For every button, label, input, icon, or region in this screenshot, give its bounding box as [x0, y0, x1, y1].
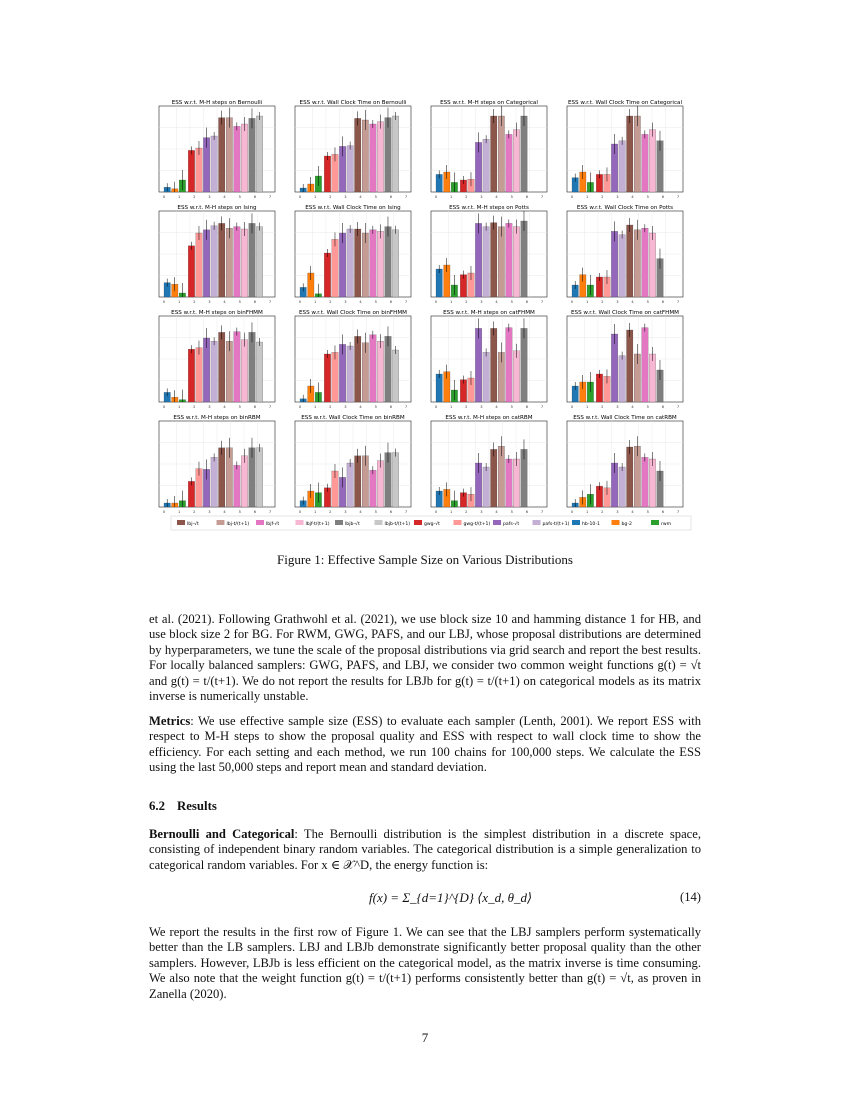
x-tick-label: 3 [616, 405, 619, 409]
x-tick-label: 3 [480, 510, 483, 514]
x-tick-label: 2 [601, 510, 604, 514]
x-tick-label: 3 [208, 405, 211, 409]
panel-title: ESS w.r.t. Wall Clock Time on binFHMM [299, 310, 407, 316]
bar [513, 130, 519, 192]
x-tick-label: 7 [404, 405, 408, 409]
x-tick-label: 2 [465, 300, 468, 304]
x-tick-label: 6 [389, 510, 393, 514]
bar [234, 227, 240, 297]
bar [347, 463, 353, 507]
legend-label: lbjb-t/(t+1) [384, 522, 411, 527]
x-tick-label: 2 [601, 195, 604, 199]
bar [385, 118, 391, 192]
x-tick-label: 1 [177, 405, 181, 409]
x-tick-label: 1 [313, 195, 317, 199]
bar [611, 334, 617, 402]
x-tick-label: 4 [495, 195, 498, 199]
x-tick-label: 4 [495, 510, 498, 514]
page-number: 7 [421, 1030, 429, 1045]
bar [370, 124, 376, 192]
metrics-text: : We use effective sample size (ESS) to evaluate each sampler (Lenth, 2001). We report ESS with respect to M-H steps to show the proposal quality and ESS with respect to wall clock time to show the efficiency. For each setting and each method, we run 100 chains for 100,000 steps. We calculate the ESS using the last 50,000 steps and report mean and standard deviation. [149, 714, 701, 775]
x-tick-label: 0 [298, 300, 302, 304]
bar [256, 116, 262, 192]
bar [506, 223, 512, 297]
legend-label: lbjb-√t [345, 522, 360, 527]
x-tick-label: 0 [162, 510, 166, 514]
x-tick-label: 5 [238, 510, 241, 514]
paragraph-results: We report the results in the first row of Figure 1. We can see that the LBJ samplers perform systematically better than the LB samplers. LBJ and LBJb demonstrate significantly better proposal quality than the other samplers. However, LBJb is less efficient on the categorical model, as the matrix inverse is time consuming. We also note that the weight function g(t) = t/(t+1) performs consistently better than g(t) = √t, as proven in Zanella (2020). [149, 925, 701, 1001]
bernoulli-text: : The Bernoulli distribution is the simplest distribution in a discrete space, consisting of independent binary random variables. The categorical distribution is a simple generalization to categorical random variables. For x ∈ 𝒳^D, the energy function is: [149, 827, 701, 872]
x-tick-label: 3 [480, 195, 483, 199]
x-tick-label: 7 [268, 405, 272, 409]
bar [649, 459, 655, 507]
x-tick-label: 5 [374, 300, 377, 304]
x-tick-label: 1 [177, 300, 181, 304]
legend-swatch [177, 520, 185, 525]
x-tick-label: 6 [253, 195, 257, 199]
x-tick-label: 2 [601, 405, 604, 409]
x-tick-label: 3 [208, 195, 211, 199]
bar [513, 351, 519, 402]
x-tick-label: 7 [404, 195, 408, 199]
x-tick-label: 3 [344, 510, 347, 514]
bar [256, 448, 262, 507]
legend-label: rwm [661, 522, 672, 527]
x-tick-label: 2 [465, 510, 468, 514]
bar [649, 130, 655, 192]
bar [377, 341, 383, 402]
bar [241, 229, 247, 297]
x-tick-label: 2 [329, 405, 332, 409]
x-tick-label: 3 [616, 195, 619, 199]
x-tick-label: 1 [177, 195, 181, 199]
bar [370, 230, 376, 297]
bar [324, 253, 330, 297]
panel-title: ESS w.r.t. M-H steps on binFHMM [171, 310, 263, 316]
bar [234, 465, 240, 507]
x-tick-label: 4 [631, 405, 634, 409]
legend-label: lbj-t/(t+1) [226, 522, 250, 527]
panel-title: ESS w.r.t. M-H steps on Ising [177, 205, 257, 211]
x-tick-label: 1 [585, 510, 589, 514]
bar [188, 349, 194, 402]
x-tick-label: 2 [193, 300, 196, 304]
bar [332, 352, 338, 402]
bar [256, 227, 262, 297]
x-tick-label: 6 [389, 300, 393, 304]
x-tick-label: 6 [525, 510, 529, 514]
x-tick-label: 0 [434, 510, 438, 514]
x-tick-label: 4 [631, 300, 634, 304]
legend-swatch [533, 520, 541, 525]
bar [619, 235, 625, 297]
bar [234, 126, 240, 192]
panel-title: ESS w.r.t. Wall Clock Time on binRBM [301, 415, 405, 421]
figure-caption: Figure 1: Effective Sample Size on Various Distributions [277, 552, 573, 567]
legend-swatch [651, 520, 659, 525]
x-tick-label: 3 [480, 405, 483, 409]
bar [634, 230, 640, 297]
bar [249, 223, 255, 297]
bar [436, 374, 442, 402]
legend-label: lbjf-√t [266, 522, 280, 527]
legend-label: gwg-t/(t+1) [463, 522, 491, 527]
x-tick-label: 6 [253, 510, 257, 514]
bar [521, 116, 527, 192]
bar [355, 118, 361, 192]
metrics-heading: Metrics [149, 714, 191, 728]
bar [475, 328, 481, 402]
bar [332, 239, 338, 297]
bar [219, 448, 225, 507]
x-tick-label: 4 [359, 300, 362, 304]
bar [355, 229, 361, 297]
bar [377, 231, 383, 297]
panel-title: ESS w.r.t. M-H steps on Potts [449, 205, 529, 211]
bar [627, 447, 633, 507]
legend-swatch [217, 520, 225, 525]
bar [203, 230, 209, 297]
x-tick-label: 7 [540, 405, 544, 409]
bar [619, 356, 625, 402]
x-tick-label: 1 [585, 300, 589, 304]
x-tick-label: 1 [177, 510, 181, 514]
bar [649, 233, 655, 297]
x-tick-label: 3 [616, 300, 619, 304]
bar [649, 354, 655, 402]
bar [619, 141, 625, 192]
x-tick-label: 0 [298, 195, 302, 199]
bar [506, 459, 512, 507]
bar [370, 335, 376, 402]
bar [392, 230, 398, 297]
legend-swatch [296, 520, 304, 525]
x-tick-label: 7 [676, 195, 680, 199]
bar [642, 228, 648, 297]
bar [370, 470, 376, 507]
x-tick-label: 1 [313, 405, 317, 409]
bar [521, 328, 527, 402]
bar [642, 134, 648, 192]
x-tick-label: 5 [646, 195, 649, 199]
bar [355, 336, 361, 402]
panel-title: ESS w.r.t. Wall Clock Time on Categorical [567, 100, 683, 106]
x-tick-label: 6 [661, 195, 665, 199]
panel-title: ESS w.r.t. M-H steps on catFHMM [443, 310, 535, 316]
bar [249, 332, 255, 402]
panel-title: ESS w.r.t. M-H steps on binRBM [173, 415, 261, 421]
panel-title: ESS w.r.t. Wall Clock Time on catRBM [573, 415, 677, 421]
x-tick-label: 7 [268, 300, 272, 304]
equation-number: (14) [680, 890, 701, 904]
x-tick-label: 6 [253, 405, 257, 409]
panel-title: ESS w.r.t. M-H steps on catRBM [445, 415, 533, 421]
legend-label: gwg-√t [424, 522, 440, 527]
bar [241, 340, 247, 402]
legend-label: lbjf-t/(t+1) [305, 522, 330, 527]
x-tick-label: 7 [540, 510, 544, 514]
x-tick-label: 0 [570, 300, 574, 304]
x-tick-label: 6 [525, 195, 529, 199]
x-tick-label: 5 [646, 405, 649, 409]
bar [347, 229, 353, 297]
bar [506, 328, 512, 402]
x-tick-label: 4 [359, 195, 362, 199]
x-tick-label: 0 [570, 405, 574, 409]
bar [226, 228, 232, 297]
x-tick-label: 5 [374, 405, 377, 409]
x-tick-label: 0 [162, 195, 166, 199]
bar [498, 116, 504, 192]
bernoulli-heading: Bernoulli and Categorical [149, 827, 295, 841]
x-tick-label: 7 [676, 405, 680, 409]
x-tick-label: 3 [208, 510, 211, 514]
bar [355, 456, 361, 507]
legend-swatch [414, 520, 422, 525]
panel-title: ESS w.r.t. Wall Clock Time on Ising [305, 205, 401, 211]
panel-title: ESS w.r.t. Wall Clock Time on Bernoulli [299, 100, 407, 106]
x-tick-label: 5 [238, 300, 241, 304]
bar [627, 330, 633, 402]
legend-swatch [375, 520, 383, 525]
bar [241, 124, 247, 192]
bar [226, 118, 232, 192]
bar [475, 223, 481, 297]
bar [385, 227, 391, 297]
bar [491, 328, 497, 402]
legend-swatch [493, 520, 501, 525]
x-tick-label: 7 [540, 195, 544, 199]
bar [642, 328, 648, 402]
x-tick-label: 3 [344, 405, 347, 409]
x-tick-label: 6 [525, 405, 529, 409]
bar [377, 122, 383, 192]
x-tick-label: 7 [540, 300, 544, 304]
x-tick-label: 0 [570, 510, 574, 514]
x-tick-label: 5 [510, 405, 513, 409]
x-tick-label: 0 [434, 405, 438, 409]
legend-swatch [454, 520, 462, 525]
bar [627, 225, 633, 297]
x-tick-label: 4 [495, 405, 498, 409]
section-number: 6.2 [149, 799, 165, 813]
x-tick-label: 6 [661, 405, 665, 409]
bar [619, 467, 625, 507]
equation-body: f(x) = Σ_{d=1}^{D} ⟨x_d, θ_d⟩ [369, 890, 533, 905]
x-tick-label: 4 [223, 300, 226, 304]
bar [521, 221, 527, 297]
x-tick-label: 3 [344, 195, 347, 199]
x-tick-label: 5 [374, 195, 377, 199]
paragraph-baselines: et al. (2021). Following Grathwohl et al. (2021), we use block size 10 and hamming distance 1 for HB, and use block size 2 for BG. For RWM, GWG, PAFS, and our LBJ, whose proposal distributions are determined by hyperparameters, we tune the scale of the proposal distributions via grid search and report the best results. For locally balanced samplers: GWG, PAFS, and LBJ, we consider two common weight functions g(t) = √t and g(t) = t/(t+1). We do not report the results for LBJb for g(t) = t/(t+1) on categorical models as its matrix inverse is numerically unstable. [149, 612, 701, 704]
bar [211, 136, 217, 192]
x-tick-label: 4 [223, 510, 226, 514]
x-tick-label: 2 [465, 405, 468, 409]
bar [634, 116, 640, 192]
x-tick-label: 6 [389, 405, 393, 409]
x-tick-label: 7 [676, 510, 680, 514]
bar [483, 467, 489, 507]
x-tick-label: 6 [661, 300, 665, 304]
x-tick-label: 2 [193, 510, 196, 514]
x-tick-label: 2 [465, 195, 468, 199]
x-tick-label: 1 [585, 405, 589, 409]
figure-grid [145, 96, 705, 541]
figure-1 [145, 96, 705, 541]
x-tick-label: 6 [661, 510, 665, 514]
bar [392, 350, 398, 402]
bar [347, 146, 353, 192]
bar [196, 233, 202, 297]
x-tick-label: 2 [329, 300, 332, 304]
x-tick-label: 6 [389, 195, 393, 199]
x-tick-label: 5 [510, 300, 513, 304]
bar [513, 227, 519, 297]
x-tick-label: 2 [329, 510, 332, 514]
bar [211, 457, 217, 507]
bar [436, 269, 442, 297]
bar [211, 341, 217, 402]
x-tick-label: 2 [193, 195, 196, 199]
legend-swatch [256, 520, 264, 525]
x-tick-label: 1 [585, 195, 589, 199]
bar [596, 374, 602, 402]
paragraph-metrics [149, 714, 701, 776]
bar [483, 352, 489, 402]
bar [234, 332, 240, 402]
bar [483, 227, 489, 297]
bar [249, 118, 255, 192]
x-tick-label: 4 [359, 510, 362, 514]
x-tick-label: 7 [268, 510, 272, 514]
x-tick-label: 1 [449, 300, 453, 304]
panel-title: ESS w.r.t. M-H steps on Bernoulli [171, 100, 263, 106]
x-tick-label: 1 [449, 195, 453, 199]
bar [188, 246, 194, 297]
bar [627, 116, 633, 192]
x-tick-label: 4 [631, 195, 634, 199]
bar [483, 139, 489, 192]
x-tick-label: 0 [162, 300, 166, 304]
bar [324, 156, 330, 192]
equation-14 [149, 880, 701, 920]
x-tick-label: 0 [570, 195, 574, 199]
bar [196, 348, 202, 402]
x-tick-label: 5 [510, 510, 513, 514]
legend-label: bg-2 [621, 522, 632, 527]
x-tick-label: 2 [601, 300, 604, 304]
bar [491, 449, 497, 507]
legend-swatch [335, 520, 343, 525]
x-tick-label: 2 [193, 405, 196, 409]
bar [219, 118, 225, 192]
bar [188, 150, 194, 192]
x-tick-label: 0 [298, 510, 302, 514]
legend-label: hb-10-1 [582, 522, 600, 527]
x-tick-label: 3 [208, 300, 211, 304]
bar [392, 453, 398, 507]
x-tick-label: 0 [298, 405, 302, 409]
panel-title: ESS w.r.t. Wall Clock Time on catFHMM [570, 310, 680, 316]
x-tick-label: 1 [313, 300, 317, 304]
x-tick-label: 4 [631, 510, 634, 514]
legend-label: lbj-√t [187, 522, 199, 527]
bar [491, 223, 497, 297]
x-tick-label: 3 [616, 510, 619, 514]
bar [362, 120, 368, 192]
x-tick-label: 7 [404, 300, 408, 304]
x-tick-label: 5 [510, 195, 513, 199]
x-tick-label: 4 [495, 300, 498, 304]
legend-label: pafs-t/(t+1) [542, 522, 570, 527]
section-title: Results [177, 799, 217, 813]
x-tick-label: 1 [449, 510, 453, 514]
x-tick-label: 4 [223, 405, 226, 409]
x-tick-label: 6 [525, 300, 529, 304]
section-heading [149, 799, 217, 814]
x-tick-label: 5 [646, 300, 649, 304]
x-tick-label: 7 [268, 195, 272, 199]
bar [642, 457, 648, 507]
bar [241, 456, 247, 507]
x-tick-label: 0 [162, 405, 166, 409]
x-tick-label: 3 [344, 300, 347, 304]
x-tick-label: 4 [359, 405, 362, 409]
bar [347, 346, 353, 402]
bar [498, 227, 504, 297]
x-tick-label: 5 [646, 510, 649, 514]
panel-title: ESS w.r.t. M-H steps on Categorical [440, 100, 538, 106]
x-tick-label: 5 [374, 510, 377, 514]
x-tick-label: 1 [449, 405, 453, 409]
x-tick-label: 4 [223, 195, 226, 199]
bar [219, 332, 225, 402]
legend-swatch [612, 520, 620, 525]
bar [513, 459, 519, 507]
bar [211, 226, 217, 297]
x-tick-label: 2 [329, 195, 332, 199]
x-tick-label: 3 [480, 300, 483, 304]
bar [256, 342, 262, 402]
paragraph-bernoulli [149, 827, 701, 873]
bar [506, 134, 512, 192]
bar [219, 223, 225, 297]
bar [324, 354, 330, 402]
x-tick-label: 5 [238, 195, 241, 199]
legend-label: pafs-√t [503, 522, 520, 527]
x-tick-label: 1 [313, 510, 317, 514]
x-tick-label: 6 [253, 300, 257, 304]
x-tick-label: 0 [434, 195, 438, 199]
panel-title: ESS w.r.t. Wall Clock Time on Potts [576, 205, 674, 211]
bar [491, 116, 497, 192]
legend-swatch [572, 520, 580, 525]
x-tick-label: 7 [404, 510, 408, 514]
x-tick-label: 0 [434, 300, 438, 304]
x-tick-label: 5 [238, 405, 241, 409]
x-tick-label: 7 [676, 300, 680, 304]
bar [392, 116, 398, 192]
